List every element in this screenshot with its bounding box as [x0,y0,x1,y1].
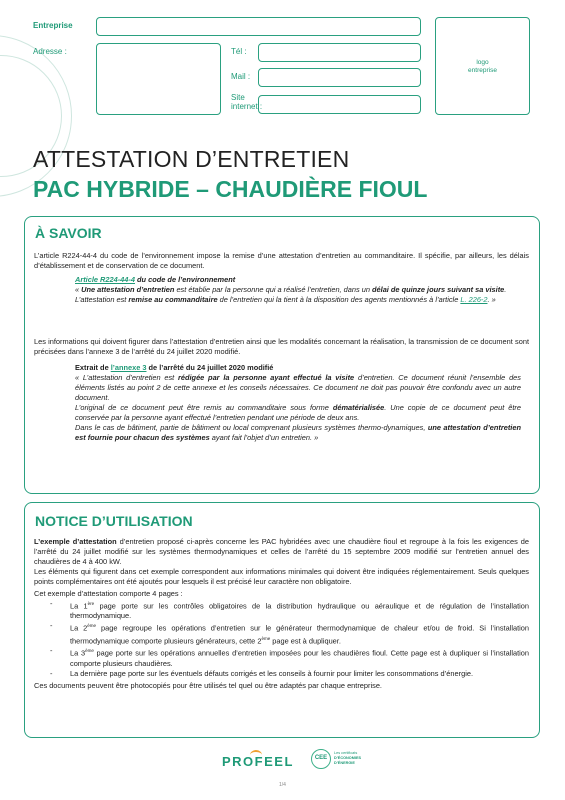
cee-line-2: D’ÉCONOMIES [334,756,362,760]
site-label-line1: Site [231,93,245,102]
a-savoir-heading: À SAVOIR [35,225,102,241]
cee-line-3: D’ÉNERGIE [334,761,355,765]
notice-paragraph-2: Les éléments qui figurent dans cet exemple correspondent aux informations minimales qui doivent être indiquées réglementairement. Seuls quelques points complémentaires ont été ajoutés pour lesquels il est précisé leur caractère non obligatoire. [34,567,529,586]
a-savoir-paragraph-2: Les informations qui doivent figurer dans l’attestation d’entretien ainsi que les modalités concernant la réalisation, la transmission de ce document sont précisées dans l’annexe 3 de l’arrêté du 24 juillet 2020 modifié. [34,337,529,356]
p1-b: d’entretien proposé ci-après concerne les PAC hybridées avec une chaudière fioul et regroupe à la fois les exigences de l’arrêté du 24 juillet modifié sur les systèmes thermodynamiques et celles de l’arrêté du 15 septembre 2009 modifié sur l’entretien annuel des chaudières de 4 à 400 kW. [34,537,529,566]
adresse-label: Adresse : [33,47,67,56]
ext-a: Extrait de [75,363,111,372]
q1-e: . [504,285,507,294]
mail-field[interactable] [258,68,421,87]
logo-line-2: entreprise [468,67,497,74]
notice-paragraph-3: Cet exemple d’attestation comporte 4 pages : [34,589,183,598]
cee-logo [311,749,381,773]
e2-b: dématérialisée [332,403,385,412]
site-label-line2: internet : [231,102,263,111]
article-quote-1 [75,285,521,295]
cee-caption [334,751,361,766]
notice-panel [24,502,540,738]
q2-b: remise au commanditaire [128,295,218,304]
cee-badge-icon [311,749,331,769]
l2-sup2: ème [261,635,271,641]
l1-a: La 1 [70,601,88,611]
q1-b: Une attestation d’entretien [81,285,175,294]
page-title: ATTESTATION D’ENTRETIEN [33,146,350,172]
logo-placeholder-text [436,59,529,75]
annexe-heading [75,363,521,373]
article-r224-link[interactable]: Article R224-44-4 [75,275,135,284]
article-l226-link[interactable]: L. 226-2 [460,295,488,304]
q1-a: « [75,285,82,294]
e1-a: « L’attestation d’entretien est [75,373,178,382]
annexe-quote-3 [75,423,521,443]
notice-body [34,537,529,691]
e1-b: rédigée par la personne ayant effectué la visite [178,373,355,382]
annexe-3-link[interactable]: l’annexe 3 [110,363,147,372]
tel-field[interactable] [258,43,421,62]
article-heading-rest: du code de l’environnement [134,275,236,284]
logo-entreprise-placeholder[interactable] [435,17,530,115]
e2-a: L’original de ce document peut être remis au commanditaire sous forme [75,403,333,412]
q2-c: de l’entretien qui la tient à la disposition des agents mentionnés à l’article [217,295,461,304]
p1-a: L’exemple d’attestation [34,537,117,546]
list-item [50,621,529,646]
notice-paragraph-4: Ces documents peuvent être photocopiés pour être utilisés tel quel ou être adaptés par chaque entreprise. [34,680,382,690]
q1-c: est établie par la personne qui a réalisé l’entretien, dans un [174,285,373,294]
adresse-field[interactable] [96,43,221,115]
entreprise-label: Entreprise [33,21,73,30]
l1-b: page porte sur les contrôles obligatoires de la distribution hydraulique ou aéraulique et de régulation de l’installation thermodynamique. [70,601,529,621]
mail-label: Mail : [231,72,251,81]
profeel-logo [222,750,292,772]
e3-a: Dans le cas de bâtiment, partie de bâtiment ou local comprenant plusieurs systèmes thermo-dynamiques, [75,423,428,432]
e3-c: ayant fait l’objet d’un entretien. » [209,433,319,442]
article-heading [75,275,521,285]
e2-c: . Une copie de ce document peut être conservée par la personne ayant effectué l’entretien pendant une période de deux ans. [75,403,521,422]
ext-b: de l’arrêté du 24 juillet 2020 modifié [146,363,274,372]
profeel-arc-icon [250,750,262,760]
annexe-extract-block [75,363,521,443]
article-quote-2 [75,295,521,305]
l1-sup: ère [87,601,95,606]
l2-a: La 2 [70,623,88,633]
l2-c: page est à dupliquer. [270,636,341,646]
list-item: - La dernière page porte sur les éventuels défauts corrigés et les conseils à fournir pour limiter les consommations d’énergie. [50,669,529,679]
entreprise-field[interactable] [96,17,421,36]
list-item [50,646,529,668]
q1-d: délai de quinze jours suivant sa visite [372,285,505,294]
a-savoir-panel [24,216,540,494]
e1-c: d’entretien. Ce document réunit l’ensemble des éléments listés au point 2 de cette annexe et les conseils nécessaires. Ce document ne doit pas pouvoir être confondu avec un autre document. [75,373,521,402]
logo-line-1: logo [476,59,489,66]
profeel-logo-text: PROFEEL [222,754,294,769]
tel-label: Tél : [231,47,247,56]
cee-line-1: Les certificats [334,751,358,755]
q2-a: L’attestation est [75,295,129,304]
q2-d: . » [487,295,496,304]
l2-sup: ème [87,623,97,629]
article-reference-block [75,275,521,305]
e3-b: une attestation d’entretien est fournie pour chacun des systèmes [75,423,521,442]
l3-sup: ème [85,648,94,654]
page-number: 1/4 [279,782,286,788]
notice-paragraph-1 [34,537,529,567]
l2-b: page regroupe les opérations d’entretien sur le générateur thermodynamique de chaleur et/ou de froid. Si l’installation thermodynamique comporte plusieurs générateurs, cette 2 [70,623,529,646]
list-item [50,599,529,621]
l3-a: La 3 [70,648,86,658]
cee-badge-text: CEE [314,755,328,761]
a-savoir-intro: L’article R224-44-4 du code de l’environnement impose la remise d’une attestation d’entretien au commanditaire. Il spécifie, par ailleurs, les délais d’établissement et de conservation de ce document. [34,251,529,270]
annexe-quote-2 [75,403,521,423]
page-subtitle: PAC HYBRIDE – CHAUDIÈRE FIOUL [33,176,428,202]
notice-heading: NOTICE D’UTILISATION [35,513,193,529]
annexe-quote-1 [75,373,521,403]
l3-b: page porte sur les opérations annuelles d’entretien imposées pour les chaudières fioul. Cette page est à dupliquer si l’installation comporte plusieurs chaudières. [70,648,529,668]
notice-list [34,599,529,679]
site-internet-field[interactable] [258,95,421,114]
